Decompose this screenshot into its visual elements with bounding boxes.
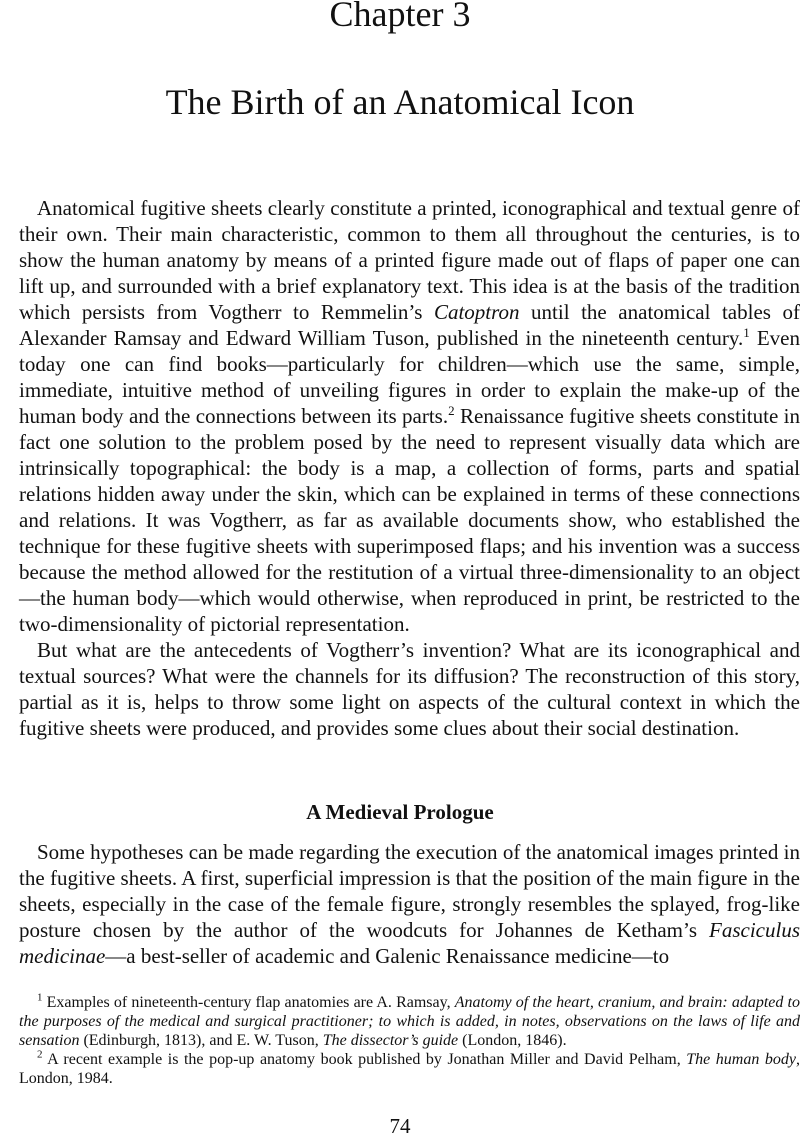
footnote-2-italic: The human body xyxy=(686,1051,797,1068)
paragraph-1-text-c: Even today one can find books—particularly for children—which use the same, simple, immediate, intuitive method of unveiling figures in order to explain the make-up of the human body and the connections between its parts. xyxy=(19,326,800,428)
footnote-1-number: 1 xyxy=(37,991,43,1004)
footnote-1-italic: Anatomy of the heart, cranium, and brain: adapted to the purposes of the medical and surgical practitioner; to which is added, in notes, observations on the laws of life and sensation xyxy=(19,994,800,1049)
footnote-ref-1: 1 xyxy=(743,325,750,340)
paragraph-1-text-a: Anatomical fugitive sheets clearly constitute a printed, iconographical and textual genre of their own. Their main characteristic, common to them all throughout the centuries, is to show the human anatomy by means of a printed figure made out of flaps of paper one can lift up, and surrounded with a brief explanatory text. This idea is at the basis of the tradition which persists from Vogtherr to Remmelin’s xyxy=(19,196,800,324)
footnote-ref-2: 2 xyxy=(448,403,455,418)
footnote-2-text-b: , London, 1984. xyxy=(19,1051,800,1087)
footnote-2-number: 2 xyxy=(37,1048,43,1061)
paragraph-2: But what are the antecedents of Vogtherr’s invention? What are its iconographical and textual sources? What were the channels for its diffusion? The reconstruction of this story, partial as it is, helps to throw some light on aspects of the cultural context in which the fugitive sheets were produced, and provides some clues about their social destination. xyxy=(19,638,800,740)
footnote-1 xyxy=(19,993,800,1050)
fasciculus-title: Fasciculus medicinae xyxy=(19,918,800,968)
page-number: 74 xyxy=(389,1114,411,1138)
footnote-1-italic-2: The dissector’s guide xyxy=(322,1032,459,1049)
section-text xyxy=(19,839,800,969)
footnotes xyxy=(19,993,800,1088)
footnote-1-text-c: (London, 1846). xyxy=(458,1032,567,1049)
footnote-2 xyxy=(19,1050,800,1088)
main-text xyxy=(19,195,800,741)
paragraph-1 xyxy=(19,195,800,637)
paragraph-1-text-d: Renaissance fugitive sheets constitute in fact one solution to the problem posed by the need to represent visually data which are intrinsically topographical: the body is a map, a collection of forms, parts and spatial relations hidden away under the skin, which can be explained in terms of these connections and relations. It was Vogtherr, as far as available documents show, who established the technique for these fugitive sheets with superimposed flaps; and his invention was a success because the method allowed for the restitution of a virtual three-dimensionality to an object—the human body—which would otherwise, when reproduced in print, be restricted to the two-dimensionality of pictorial representation. xyxy=(19,404,800,636)
section-heading: A Medieval Prologue xyxy=(306,800,494,824)
chapter-title: The Birth of an Anatomical Icon xyxy=(165,82,635,122)
catoptron-title: Catoptron xyxy=(433,300,520,324)
section-paragraph-text-b: —a best-seller of academic and Galenic Renaissance medicine—to xyxy=(105,944,670,968)
section-paragraph xyxy=(19,839,800,969)
chapter-label: Chapter 3 xyxy=(329,0,471,34)
section-paragraph-text-a: Some hypotheses can be made regarding the execution of the anatomical images printed in the fugitive sheets. A first, superficial impression is that the position of the main figure in the sheets, especially in the case of the female figure, strongly resembles the splayed, frog-like posture chosen by the author of the woodcuts for Johannes de Ketham’s xyxy=(19,840,800,942)
footnote-1-text-a: Examples of nineteenth-century flap anatomies are A. Ramsay, xyxy=(42,994,455,1011)
footnote-2-text-a: A recent example is the pop-up anatomy book published by Jonathan Miller and David Pelham, xyxy=(42,1051,687,1068)
paragraph-1-text-b: until the anatomical tables of Alexander Ramsay and Edward William Tuson, published in the nineteenth century. xyxy=(19,300,800,350)
footnote-1-text-b: (Edinburgh, 1813), and E. W. Tuson, xyxy=(79,1032,323,1049)
